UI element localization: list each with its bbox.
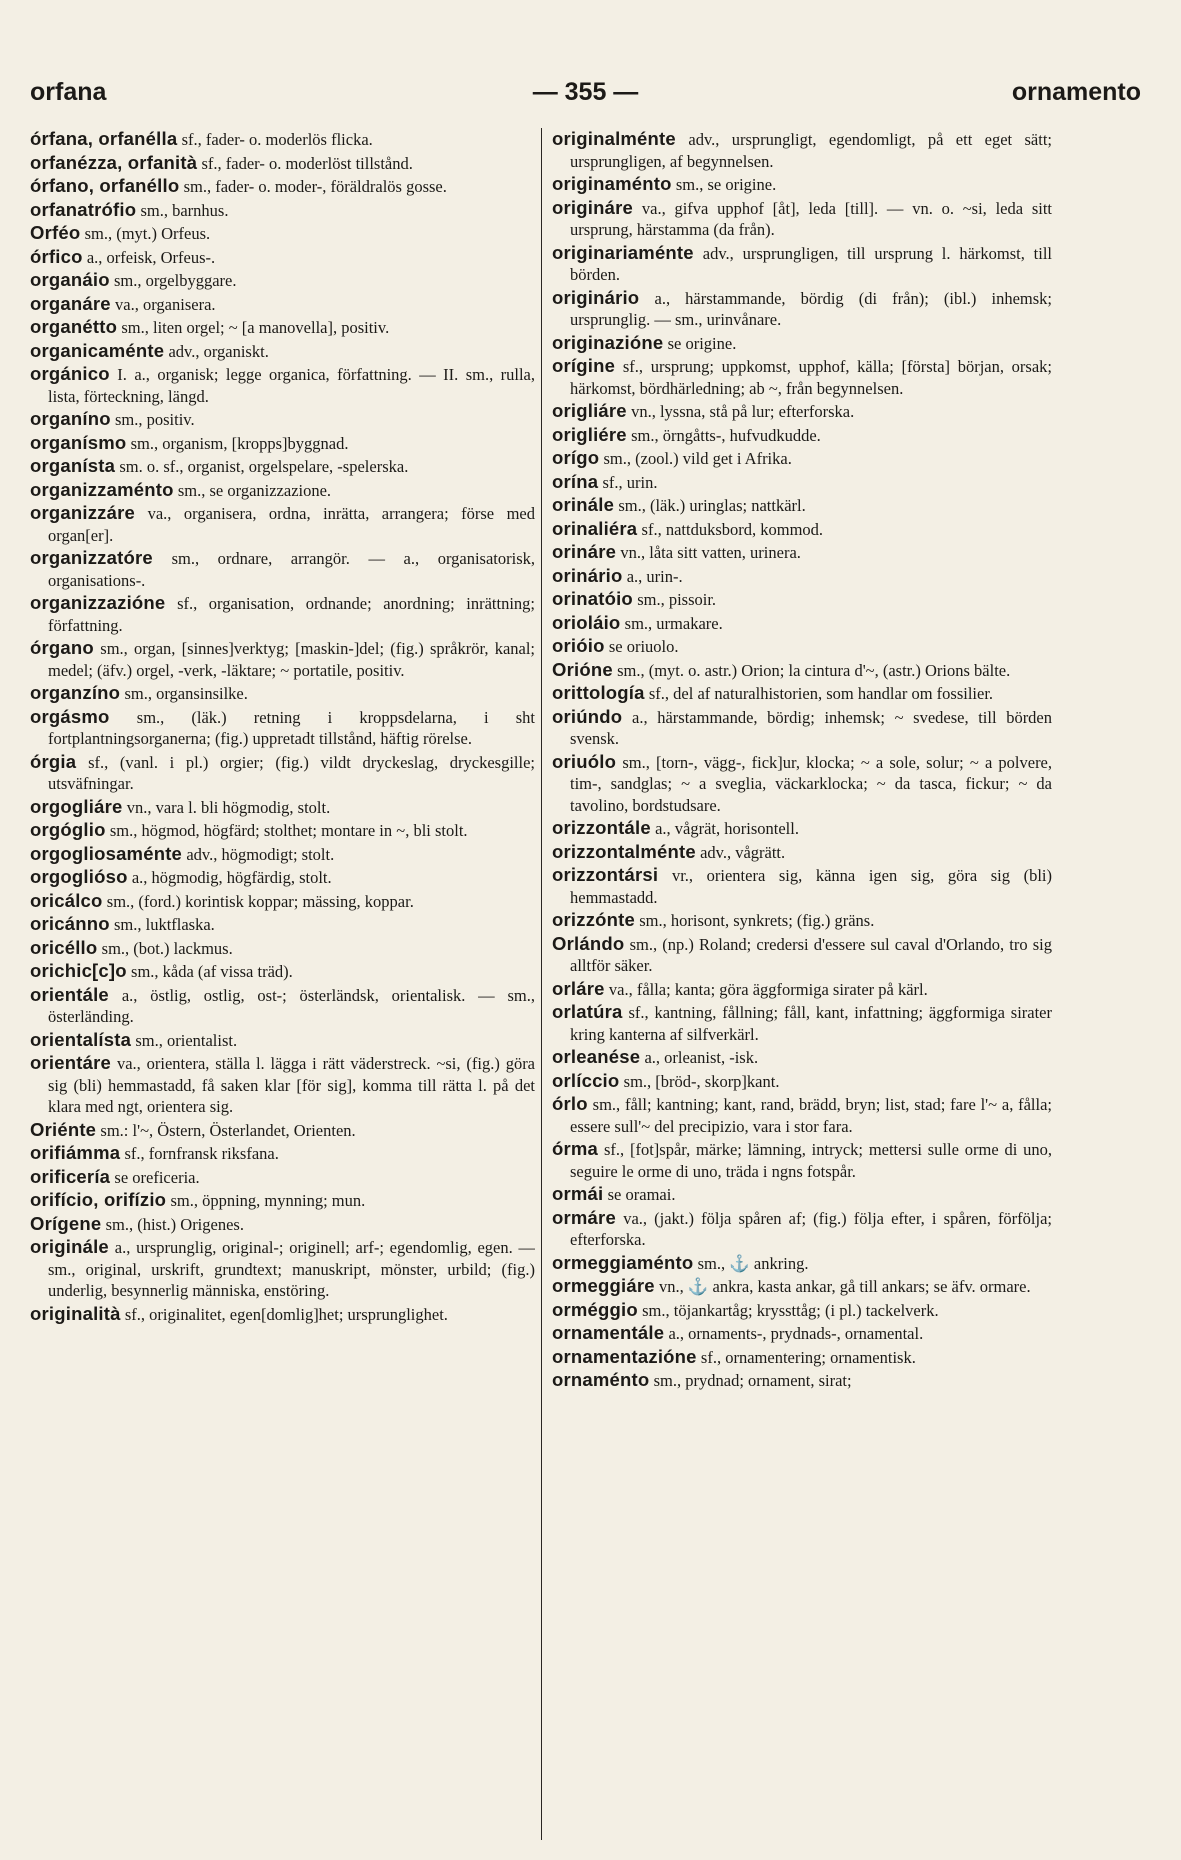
dictionary-entry	[30, 706, 535, 750]
dictionary-entry	[552, 751, 1052, 817]
entry-definition: sm., (zool.) vild get i Afrika.	[603, 449, 792, 468]
dictionary-entry	[552, 447, 1052, 470]
entry-headword: orientalísta	[30, 1028, 132, 1050]
entry-headword: orleanése	[552, 1046, 641, 1067]
dictionary-entry	[552, 659, 1052, 682]
dictionary-entry	[30, 293, 535, 316]
entry-definition: vn., lyssna, stå på lur; efterforska.	[631, 402, 855, 421]
entry-headword: órgia	[30, 750, 77, 772]
entry-headword: origliáre	[552, 400, 627, 421]
entry-headword: orioláio	[552, 611, 621, 633]
entry-headword: orgánico	[30, 363, 110, 384]
entry-definition: sm., orgelbyggare.	[113, 271, 237, 290]
entry-headword: ormeggiaménto	[552, 1251, 694, 1273]
dictionary-entry	[30, 1213, 535, 1236]
entry-definition: sm., (bot.) lackmus.	[101, 938, 233, 958]
entry-definition: sf., ornamentering; ornamentisk.	[700, 1347, 916, 1367]
entry-headword: órfico	[30, 245, 83, 267]
entry-definition: adv., organiskt.	[168, 341, 269, 361]
entry-headword: orinaliéra	[552, 517, 638, 539]
entry-definition: va., orientera, ställa l. lägga i rätt väderstreck. ~si, (fig.) göra sig (bli) hemmastadd, få saken klar [för sig], komma till rätta l. på det klara med ngt, orientera sig.	[48, 1054, 535, 1116]
entry-definition: adv., ursprungligt, egendomligt, på ett eget sätt; ursprungligen, af begynnelsen.	[570, 130, 1052, 171]
entry-headword: orinatóio	[552, 588, 633, 609]
header-right-guide-word: ornamento	[1011, 78, 1141, 106]
entry-definition: sm., töjankartåg; kryssttåg; (i pl.) tackelverk.	[642, 1300, 939, 1320]
dictionary-entry	[552, 128, 1052, 172]
dictionary-entry	[30, 1052, 535, 1118]
entry-definition: sm., urmakare.	[624, 613, 723, 633]
page-number: — 355 —	[532, 78, 639, 106]
entry-headword: oricálco	[30, 889, 103, 911]
entry-headword: orfanatrófio	[30, 198, 137, 220]
entry-definition: sf., nattduksbord, kommod.	[641, 519, 824, 539]
entry-definition: sm., (ford.) korintisk koppar; mässing, koppar.	[106, 891, 414, 911]
entry-definition: sm., ordnare, arrangör. — a., organisatorisk, organisations-.	[48, 549, 535, 590]
dictionary-entry	[552, 1046, 1052, 1069]
dictionary-entry	[552, 817, 1052, 840]
dictionary-entry	[552, 978, 1052, 1001]
entry-headword: orittología	[552, 682, 645, 703]
entry-definition: adv., vågrätt.	[700, 842, 786, 862]
dictionary-entry	[30, 1119, 535, 1142]
dictionary-entry	[30, 432, 535, 455]
dictionary-entry	[30, 128, 535, 151]
entry-headword: originariaménte	[552, 241, 694, 263]
entry-headword: orígine	[552, 355, 616, 376]
dictionary-entry	[552, 400, 1052, 423]
entry-headword: orína	[552, 470, 599, 492]
entry-definition: sm., horisont, synkrets; (fig.) gräns.	[639, 911, 875, 930]
dictionary-entry	[552, 706, 1052, 750]
entry-definition: vn., vara l. bli högmodig, stolt.	[126, 797, 331, 817]
right-column	[552, 128, 1052, 1848]
dictionary-entry	[30, 1236, 535, 1302]
dictionary-entry	[552, 541, 1052, 564]
dictionary-entry	[552, 588, 1052, 611]
dictionary-entry	[30, 199, 535, 222]
dictionary-entry	[30, 984, 535, 1028]
dictionary-entry	[30, 937, 535, 960]
entry-definition: a., härstammande, bördig; inhemsk; ~ svedese, till börden svensk.	[570, 707, 1052, 748]
entry-headword: organizzazióne	[30, 592, 166, 613]
entry-definition: sm., kåda (af vissa träd).	[131, 962, 293, 981]
dictionary-entry	[30, 1029, 535, 1052]
entry-headword: organizzaménto	[30, 478, 174, 500]
entry-definition: a., ornaments-, prydnads-, ornamental.	[668, 1324, 924, 1343]
entry-definition: sf., organisation, ordnande; anordning; inrättning; författning.	[48, 594, 535, 635]
entry-definition: sf., fader- o. moderlöst tillstånd.	[201, 153, 413, 173]
dictionary-entry	[552, 287, 1052, 331]
entry-definition: I. a., organisk; legge organica, författning. — II. sm., rulla, lista, förteckning, längd.	[48, 365, 535, 406]
dictionary-entry	[30, 1189, 535, 1212]
dictionary-entry	[30, 1142, 535, 1165]
entry-definition: sm., fåll; kantning; kant, rand, brädd, bryn; list, stad; fare l'~ a, fålla; essere sull'~ del precipizio, vara i stor fara.	[570, 1095, 1052, 1136]
entry-headword: órma	[552, 1138, 599, 1159]
entry-headword: Orlándo	[552, 932, 625, 954]
entry-definition: va., (jakt.) följa spåren af; (fig.) följa efter, i spåren, förfölja; efterforska.	[570, 1208, 1052, 1249]
entry-headword: ornamentále	[552, 1322, 665, 1343]
entry-headword: oricéllo	[30, 936, 98, 958]
entry-definition: sm., liten orgel; ~ [a manovella], positiv.	[121, 318, 390, 337]
dictionary-entry	[552, 1346, 1052, 1369]
entry-definition: a., orfeisk, Orfeus-.	[86, 247, 216, 267]
entry-definition: sf., [fot]spår, märke; lämning, intryck; mettersi sulle orme di uno, seguire le orme di uno, träda i ngns fotspår.	[570, 1140, 1052, 1181]
entry-headword: orificería	[30, 1165, 111, 1187]
entry-headword: orifício, orifízio	[30, 1189, 167, 1210]
entry-headword: órlo	[552, 1093, 588, 1114]
dictionary-entry	[30, 316, 535, 339]
entry-definition: sm., se origine.	[675, 175, 777, 194]
entry-headword: ormáre	[552, 1206, 616, 1228]
left-column	[30, 128, 535, 1848]
entry-headword: oriuólo	[552, 750, 617, 772]
dictionary-entry	[30, 913, 535, 936]
entry-definition: sm., [bröd-, skorp]kant.	[623, 1071, 780, 1091]
entry-headword: originazióne	[552, 331, 664, 353]
entry-definition: va., fålla; kanta; göra äggformiga sirater på kärl.	[608, 979, 928, 999]
dictionary-entry	[30, 1166, 535, 1189]
dictionary-entry	[30, 960, 535, 983]
dictionary-entry	[552, 864, 1052, 908]
entry-definition: se oramai.	[607, 1185, 676, 1204]
dictionary-entry	[552, 518, 1052, 541]
entry-headword: orméggio	[552, 1298, 638, 1320]
entry-definition: sm., (läk.) uringlas; nattkärl.	[618, 496, 806, 515]
entry-headword: orlíccio	[552, 1069, 620, 1091]
entry-headword: originále	[30, 1236, 109, 1257]
entry-headword: órfano, orfanéllo	[30, 175, 180, 196]
dictionary-entry	[552, 1093, 1052, 1137]
dictionary-entry	[30, 269, 535, 292]
entry-definition: sm., (np.) Roland; credersi d'essere sul caval d'Orlando, tro sig alltför säker.	[570, 934, 1052, 975]
entry-headword: orláre	[552, 977, 605, 999]
dictionary-entry	[552, 494, 1052, 517]
dictionary-entry	[30, 455, 535, 478]
entry-definition: adv., högmodigt; stolt.	[186, 844, 335, 864]
entry-headword: organizzatóre	[30, 547, 153, 568]
dictionary-entry	[30, 246, 535, 269]
entry-headword: ormeggiáre	[552, 1275, 655, 1296]
entry-headword: originário	[552, 286, 640, 308]
entry-definition: sm., pissoir.	[637, 590, 717, 609]
entry-headword: orfanézza, orfanità	[30, 151, 198, 173]
entry-definition: sf., del af naturalhistorien, som handlar om fossilier.	[648, 684, 994, 703]
entry-headword: orizzontalménte	[552, 840, 696, 862]
entry-definition: a., högmodig, högfärdig, stolt.	[131, 868, 332, 887]
dictionary-entry	[552, 1369, 1052, 1392]
entry-headword: oriúndo	[552, 705, 623, 727]
entry-definition: se oriuolo.	[608, 637, 679, 656]
entry-definition: sf., kantning, fållning; fåll, kant, infattning; äggformiga sirater kring kanterna af silfverkärl.	[570, 1003, 1052, 1044]
dictionary-entry	[552, 1207, 1052, 1251]
entry-headword: organísta	[30, 455, 116, 476]
entry-headword: orinário	[552, 564, 623, 586]
entry-headword: organicaménte	[30, 339, 165, 361]
dictionary-entry	[552, 635, 1052, 658]
entry-headword: orizzontársi	[552, 864, 659, 885]
entry-definition: sm., organ, [sinnes]verktyg; [maskin-]del; (fig.) språkrör, kanal; medel; (äfv.) orgel, -verk, -läktare; ~ portatile, positiv.	[48, 639, 535, 680]
entry-headword: organáre	[30, 292, 111, 314]
dictionary-entry	[30, 152, 535, 175]
entry-definition: vn., låta sitt vatten, urinera.	[620, 543, 801, 562]
entry-definition: sm., öppning, mynning; mun.	[170, 1191, 366, 1210]
entry-definition: sm., högmod, högfärd; stolthet; montare in ~, bli stolt.	[109, 821, 468, 840]
entry-headword: origliére	[552, 423, 627, 445]
entry-headword: orlatúra	[552, 1001, 623, 1022]
entry-headword: orichic[c]o	[30, 960, 127, 981]
entry-definition: sm. o. sf., organist, orgelspelare, -spelerska.	[119, 457, 409, 476]
entry-headword: organizzáre	[30, 502, 136, 523]
entry-definition: sm., orientalist.	[135, 1030, 238, 1050]
dictionary-entry	[552, 1252, 1052, 1275]
entry-definition: sf., urin.	[602, 472, 658, 492]
entry-definition: sm., se organizzazione.	[177, 480, 332, 500]
entry-definition: va., organisera.	[115, 294, 216, 314]
entry-headword: orinále	[552, 494, 615, 515]
entry-headword: órfana, orfanélla	[30, 128, 178, 149]
dictionary-entry	[30, 1303, 535, 1326]
entry-headword: orgoglióso	[30, 866, 128, 887]
dictionary-entry	[552, 1299, 1052, 1322]
dictionary-entry	[30, 796, 535, 819]
entry-definition: vr., orientera sig, känna igen sig, göra sig (bli) hemmastadd.	[570, 866, 1052, 907]
entry-definition: vn., ⚓ ankra, kasta ankar, gå till ankars; se äfv. ormare.	[659, 1277, 1031, 1296]
entry-definition: sf., originalitet, egen[domlig]het; ursprunglighet.	[124, 1304, 448, 1324]
entry-definition: se origine.	[667, 333, 737, 353]
entry-definition: sm., örngåtts-, hufvudkudde.	[631, 425, 821, 445]
dictionary-entry	[30, 637, 535, 681]
dictionary-entry	[552, 197, 1052, 241]
entry-headword: organísmo	[30, 431, 127, 453]
entry-definition: a., urin-.	[626, 566, 683, 586]
entry-headword: oricánno	[30, 913, 110, 934]
entry-headword: origináre	[552, 196, 633, 218]
entry-headword: orizzontále	[552, 817, 651, 838]
dictionary-entry	[30, 547, 535, 591]
entry-headword: orgóglio	[30, 819, 106, 840]
entry-headword: ornaménto	[552, 1369, 650, 1390]
entry-definition: sf., ursprung; uppkomst, upphof, källa; [första] början, orsak; härkomst, bördhärledning; ab ~, från begynnelsen.	[570, 357, 1052, 398]
entry-headword: organzíno	[30, 682, 121, 703]
entry-headword: ornamentazióne	[552, 1345, 697, 1367]
dictionary-entry	[552, 424, 1052, 447]
dictionary-entry	[552, 612, 1052, 635]
entry-definition: va., organisera, ordna, inrätta, arrangera; förse med organ[er].	[48, 504, 535, 545]
entry-definition: sm.: l'~, Östern, Österlandet, Orienten.	[100, 1120, 356, 1140]
entry-headword: orientáre	[30, 1052, 111, 1073]
dictionary-entry	[30, 340, 535, 363]
entry-headword: originaménto	[552, 173, 672, 194]
entry-headword: orgogliosaménte	[30, 842, 183, 864]
dictionary-entry	[30, 682, 535, 705]
dictionary-entry	[30, 408, 535, 431]
entry-definition: sm., luktflaska.	[113, 915, 215, 934]
entry-definition: a., ursprunglig, original-; originell; arf-; egendomlig, egen. — sm., original, urskrift, grundtext; manuskript, mönster, urbild; (fig.) underlig, besynnerlig människa, enstöring.	[48, 1238, 535, 1300]
entry-definition: sf., fader- o. moderlös flicka.	[181, 130, 373, 149]
entry-definition: sm., (läk.) retning i kroppsdelarna, i sht fortplantningsorganerna; (fig.) uppretadt tillstånd, häftig rörelse.	[48, 707, 535, 748]
dictionary-entry	[30, 890, 535, 913]
dictionary-entry	[30, 502, 535, 546]
entry-headword: organíno	[30, 408, 111, 429]
dictionary-entry	[552, 933, 1052, 977]
dictionary-entry	[552, 1275, 1052, 1298]
dictionary-entry	[30, 479, 535, 502]
entry-headword: orgásmo	[30, 705, 110, 727]
dictionary-entry	[552, 173, 1052, 196]
dictionary-entry	[552, 1322, 1052, 1345]
column-divider	[541, 128, 542, 1840]
entry-headword: orgogliáre	[30, 795, 123, 817]
entry-definition: sm., (myt.) Orfeus.	[84, 224, 211, 243]
dictionary-entry	[30, 819, 535, 842]
entry-headword: orientále	[30, 983, 109, 1005]
header-left-guide-word: orfana	[30, 78, 107, 106]
dictionary-entry	[552, 1183, 1052, 1206]
entry-headword: ormái	[552, 1183, 604, 1204]
entry-definition: sm., positiv.	[114, 410, 195, 429]
dictionary-entry	[552, 841, 1052, 864]
entry-headword: órgano	[30, 637, 94, 658]
entry-definition: a., härstammande, bördig (di från); (ibl.) inhemsk; ursprunglig. — sm., urinvånare.	[570, 288, 1052, 329]
entry-definition: se oreficeria.	[114, 1167, 200, 1187]
entry-headword: orígo	[552, 447, 600, 468]
dictionary-entry	[30, 175, 535, 198]
dictionary-entry	[552, 242, 1052, 286]
entry-definition: adv., ursprungligen, till ursprung l. härkomst, till börden.	[570, 243, 1052, 284]
dictionary-entry	[552, 1138, 1052, 1182]
dictionary-entry	[552, 909, 1052, 932]
entry-headword: Orióne	[552, 658, 613, 680]
entry-headword: organáio	[30, 269, 110, 290]
entry-headword: originalménte	[552, 128, 676, 149]
dictionary-entry	[30, 866, 535, 889]
dictionary-entry	[30, 843, 535, 866]
entry-definition: va., gifva upphof [åt], leda [till]. — vn. o. ~si, leda sitt ursprung, härstamma (da från).	[570, 198, 1052, 239]
dictionary-entry	[552, 682, 1052, 705]
entry-definition: sm., fader- o. moder-, föräldralös gosse.	[183, 177, 447, 196]
dictionary-entry	[30, 592, 535, 636]
entry-definition: sm., (myt. o. astr.) Orion; la cintura d'~, (astr.) Orions bälte.	[617, 660, 1011, 680]
dictionary-entry	[552, 332, 1052, 355]
dictionary-entry	[30, 363, 535, 407]
page-header	[30, 78, 1141, 118]
entry-headword: originalità	[30, 1302, 121, 1324]
dictionary-entry	[552, 355, 1052, 399]
dictionary-entry	[552, 1001, 1052, 1045]
entry-headword: organétto	[30, 316, 118, 337]
entry-headword: Oriénte	[30, 1118, 97, 1140]
dictionary-entry	[552, 1070, 1052, 1093]
entry-headword: orióio	[552, 635, 605, 656]
dictionary-entry	[30, 751, 535, 795]
entry-definition: sm., prydnad; ornament, sirat;	[653, 1371, 852, 1390]
entry-definition: sm., ⚓ ankring.	[697, 1253, 809, 1273]
entry-definition: sm., organism, [kropps]byggnad.	[130, 433, 349, 453]
entry-definition: a., östlig, ostlig, ost-; österländsk, orientalisk. — sm., österländing.	[48, 985, 535, 1026]
entry-definition: sm., barnhus.	[140, 200, 229, 220]
entry-headword: orináre	[552, 541, 617, 562]
entry-headword: orizzónte	[552, 909, 635, 930]
entry-headword: orifiámma	[30, 1142, 121, 1163]
entry-definition: sf., fornfransk riksfana.	[124, 1144, 279, 1163]
entry-definition: sm., [torn-, vägg-, fick]ur, klocka; ~ a sole, solur; ~ a polvere, tim-, sandglas; ~ a sveglia, väckarklocka; ~ da tasca, fickur; ~ da tavolino, bordstudsare.	[570, 752, 1052, 815]
entry-definition: a., vågrät, horisontell.	[655, 819, 799, 838]
dictionary-entry	[30, 222, 535, 245]
dictionary-entry	[552, 565, 1052, 588]
entry-definition: sf., (vanl. i pl.) orgier; (fig.) vildt dryckeslag, dryckesgille; utsväfningar.	[48, 752, 535, 793]
entry-headword: Orféo	[30, 222, 81, 243]
dictionary-entry	[552, 471, 1052, 494]
entry-definition: a., orleanist, -isk.	[644, 1048, 759, 1067]
entry-headword: Orígene	[30, 1212, 102, 1234]
entry-definition: sm., (hist.) Origenes.	[105, 1214, 244, 1234]
entry-definition: sm., organsinsilke.	[124, 684, 248, 703]
